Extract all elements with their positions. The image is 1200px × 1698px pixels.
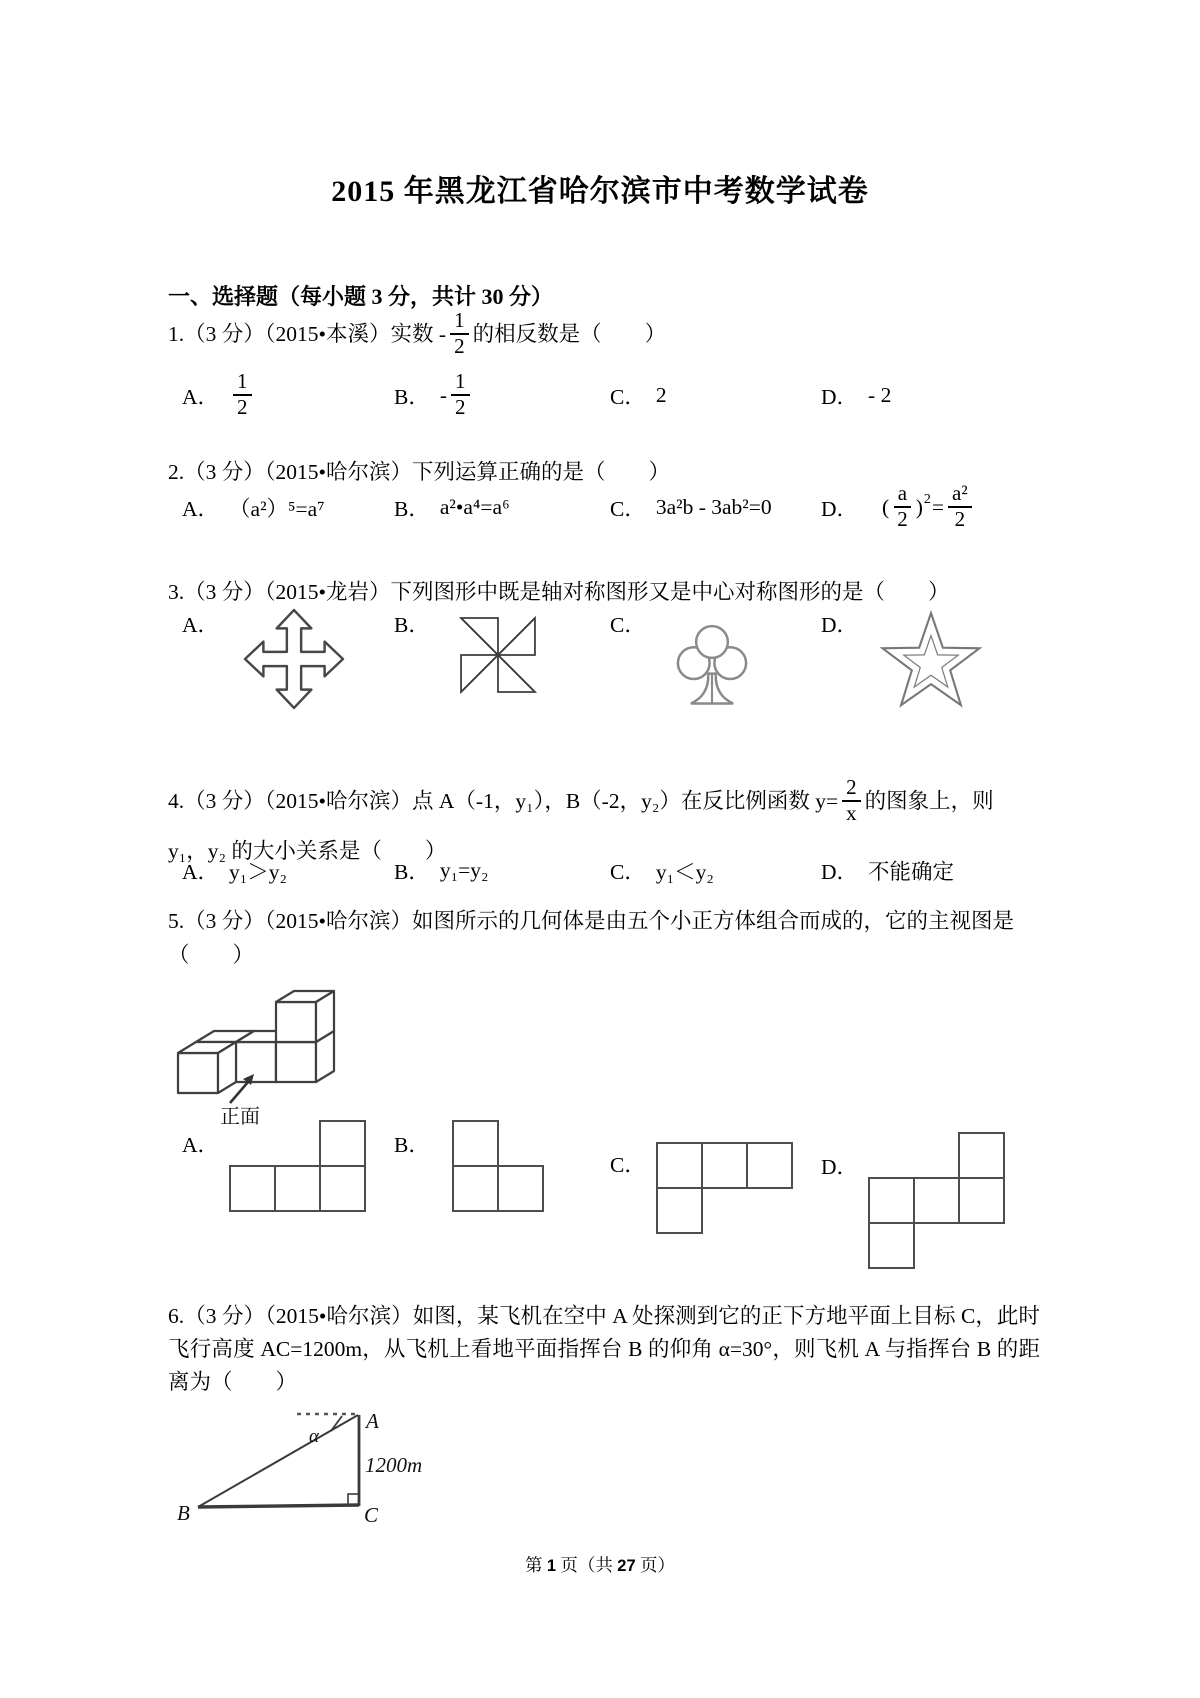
q1-option-a: A． $\frac{1}{2}$: [182, 366, 394, 424]
q2-option-a: A． （a²）⁵=a⁷: [182, 496, 325, 521]
q1-options: [168, 366, 1040, 424]
q3-options: [168, 608, 1040, 756]
q3-option-a: A．: [182, 608, 394, 756]
q5-stem: 5.（3 分）（2015•哈尔滨）如图所示的几何体是由五个小正方体组合而成的，它的主视图是: [168, 909, 1015, 933]
fraction: $\frac{\text{a²}}{2}$: [948, 482, 972, 531]
vertex-c-label: C: [364, 1503, 379, 1527]
fraction: $\frac{a}{2}$: [893, 482, 912, 531]
q2-option-c: C． 3a²b - 3ab²=0: [610, 494, 772, 521]
squares-bottom2-topleft1-icon: [452, 1120, 544, 1212]
fraction: $\frac{1}{2}$: [233, 370, 252, 419]
exam-content: [168, 0, 1040, 1698]
height-label: 1200m: [365, 1453, 423, 1477]
q6-stem: 6.（3 分）（2015•哈尔滨）如图，某飞机在空中 A 处探测到它的正下方地平面上目标 C，此时飞行高度 AC=1200m，从飞机上看地平面指挥台 B 的仰角 α=30°，则飞机 A 与指挥台 B 的距离为（ ）: [168, 1304, 1040, 1394]
squares-bottom3-topright1-icon: [229, 1120, 366, 1212]
angle-mark: [331, 1416, 342, 1431]
q1-stem-post: 的相反数是（ ）: [472, 322, 667, 346]
q5-option-c: C．: [610, 1120, 821, 1280]
current-page-number: 1: [546, 1557, 557, 1575]
pinwheel-icon: [454, 608, 542, 702]
q3-stem: 3.（3 分）（2015•龙岩）下列图形中既是轴对称图形又是中心对称图形的是（ ）: [168, 580, 950, 604]
q3-option-d: D．: [821, 608, 1040, 756]
q4-options: [168, 854, 1040, 886]
q4-stem-line2: y₁，y₂ 的大小关系是（ ）: [168, 839, 447, 863]
fraction: $\frac{1}{2}$: [450, 309, 469, 358]
q5-option-a: A．: [182, 1120, 394, 1280]
fraction: $\frac{2}{x}$: [842, 776, 861, 825]
q1-option-d: D． - 2: [821, 382, 892, 409]
q4-option-d: D． 不能确定: [821, 859, 955, 884]
side-bc: [198, 1505, 359, 1507]
q2-option-b: B． a²•a⁴=a⁶: [394, 494, 510, 521]
q5-option-d: D．: [821, 1120, 1040, 1280]
five-point-star-icon: [878, 608, 984, 720]
q1-stem-pre: 1.（3 分）（2015•本溪）实数 -: [168, 322, 447, 346]
alpha-label: α: [309, 1426, 319, 1447]
right-triangle-figure: [175, 1402, 455, 1530]
q1-stem: [168, 302, 1040, 366]
section-heading: 一、选择题（每小题 3 分，共计 30 分）: [168, 284, 554, 309]
q2-stem: 2.（3 分）（2015•哈尔滨）下列运算正确的是（ ）: [168, 460, 671, 484]
page-title: 2015 年黑龙江省哈尔滨市中考数学试卷: [331, 175, 869, 208]
q2-options: [168, 476, 1040, 538]
fraction: $\frac{1}{2}$: [451, 370, 470, 419]
squares-top3-bottomleft1-icon: [656, 1142, 793, 1234]
side-ab: [198, 1415, 358, 1507]
q5-options: [168, 1120, 1040, 1280]
q5-stem-line2: （ ）: [168, 943, 255, 967]
page-footer: 第 1 页（共 27 页）: [524, 1555, 676, 1575]
q4-stem: 4.（3 分）（2015•哈尔滨）点 A（-1，y₁），B（-2，y₂）在反比例函数 y= $\frac{2}{x}$ 的图象上，则: [168, 775, 994, 825]
vertex-b-label: B: [177, 1501, 190, 1525]
q4-option-c: C． y₁＜y₂: [610, 859, 714, 884]
total-page-number: 27: [617, 1557, 636, 1575]
five-cube-solid-figure: [170, 985, 342, 1127]
q1-option-c: C． 2: [610, 382, 667, 409]
club-icon: [664, 616, 760, 716]
q1-option-b: B． - $\frac{1}{2}$: [394, 366, 610, 424]
squares-zigzag5-icon: [868, 1132, 1005, 1269]
q4-option-b: B． y₁=y₂: [394, 857, 489, 884]
q5-option-b: B．: [394, 1120, 610, 1280]
q2-option-d: D． ( $\frac{a}{2}$ ) $^2$ = $\frac{\text{a²}}{2}$: [821, 476, 1040, 538]
four-way-arrow-icon: [243, 608, 345, 710]
front-label: 正面: [220, 1106, 260, 1127]
q3-option-c: C．: [610, 608, 821, 756]
vertex-a-label: A: [366, 1409, 379, 1433]
q4-option-a: A． y₁＞y₂: [182, 859, 288, 884]
q3-option-b: B．: [394, 608, 610, 756]
